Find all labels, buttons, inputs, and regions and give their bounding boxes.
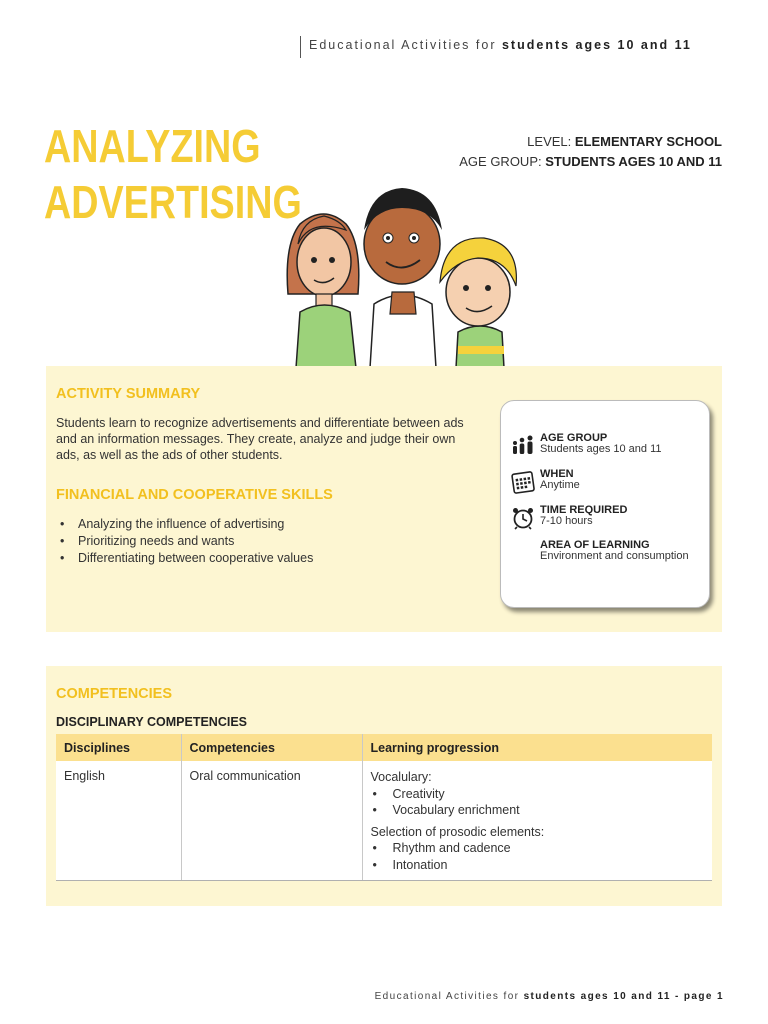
- info-label: WHEN: [540, 468, 574, 480]
- level-value: ELEMENTARY SCHOOL: [574, 134, 722, 149]
- progression-item: • Creativity: [371, 786, 705, 803]
- progression-group: [371, 824, 705, 874]
- page-title: [44, 118, 302, 230]
- info-label: TIME REQUIRED: [540, 504, 628, 516]
- skill-item: • Analyzing the influence of advertising: [56, 516, 313, 533]
- learning-progression-cell: [362, 761, 712, 880]
- children-illustration: [280, 174, 530, 368]
- header-emphasis: students ages 10 and 11: [501, 38, 692, 52]
- competency-cell: Oral communication: [181, 761, 362, 880]
- age-group-value: STUDENTS AGES 10 AND 11: [545, 154, 722, 169]
- title-line-1: ANALYZING: [44, 120, 261, 172]
- level-label: LEVEL:: [527, 134, 572, 149]
- header-prefix: Educational Activities for: [309, 38, 497, 52]
- column-header-disciplines: Disciplines: [56, 734, 181, 761]
- calendar-icon: [511, 470, 535, 494]
- level-row: [459, 132, 722, 152]
- skill-item: • Differentiating between cooperative values: [56, 550, 313, 567]
- table-row: [56, 761, 712, 880]
- alarm-clock-icon: [511, 506, 535, 530]
- discipline-cell: English: [56, 761, 181, 880]
- boy-figure: [364, 188, 442, 368]
- progression-list: [371, 786, 705, 819]
- info-value: Environment and consumption: [540, 550, 689, 562]
- progression-item: • Intonation: [371, 857, 705, 874]
- progression-heading: Selection of prosodic elements:: [370, 824, 545, 839]
- activity-summary-title: ACTIVITY SUMMARY: [56, 386, 201, 402]
- competencies-table: [56, 734, 712, 881]
- activity-info-box: [500, 400, 710, 608]
- page-footer: [375, 991, 724, 1002]
- info-label: AREA OF LEARNING: [540, 539, 650, 551]
- info-value: 7-10 hours: [540, 515, 593, 527]
- skills-list: [56, 516, 313, 567]
- progression-group: [371, 769, 705, 819]
- table-header-row: [56, 734, 712, 761]
- activity-summary-text: Students learn to recognize advertisements and differentiate between ads and an information messages. They create, analyze and judge their own ads, as well as the ads of other students.: [56, 416, 464, 462]
- level-info: [459, 132, 722, 172]
- info-area-of-learning: [511, 539, 701, 583]
- info-label: AGE GROUP: [540, 432, 608, 444]
- progression-heading: Vocalulary:: [370, 770, 432, 784]
- column-header-learning-progression: Learning progression: [362, 734, 712, 761]
- competencies-panel: [46, 666, 722, 906]
- info-value: Students ages 10 and 11: [540, 443, 662, 455]
- footer-emphasis: students ages 10 and 11 - page 1: [523, 991, 724, 1002]
- progression-list: [371, 840, 705, 873]
- age-group-row: [459, 152, 722, 172]
- title-line-2: ADVERTISING: [44, 176, 302, 228]
- competencies-title: COMPETENCIES: [56, 686, 173, 702]
- skills-title: FINANCIAL AND COOPERATIVE SKILLS: [56, 487, 333, 503]
- skill-item: • Prioritizing needs and wants: [56, 533, 313, 550]
- people-icon: [511, 434, 535, 458]
- info-value: Anytime: [540, 479, 580, 491]
- page-header: [300, 36, 726, 58]
- disciplinary-competencies-title: DISCIPLINARY COMPETENCIES: [56, 715, 247, 729]
- progression-item: • Rhythm and cadence: [371, 840, 705, 857]
- column-header-competencies: Competencies: [181, 734, 362, 761]
- activity-summary-panel: [46, 366, 722, 632]
- progression-item: • Vocabulary enrichment: [371, 802, 705, 819]
- girl-figure: [287, 214, 359, 368]
- info-age-group: [511, 432, 701, 466]
- info-time-required: [511, 504, 701, 538]
- info-when: [511, 468, 701, 502]
- age-group-label: AGE GROUP:: [459, 154, 542, 169]
- blond-boy-figure: [440, 238, 516, 368]
- footer-prefix: Educational Activities for: [374, 991, 520, 1002]
